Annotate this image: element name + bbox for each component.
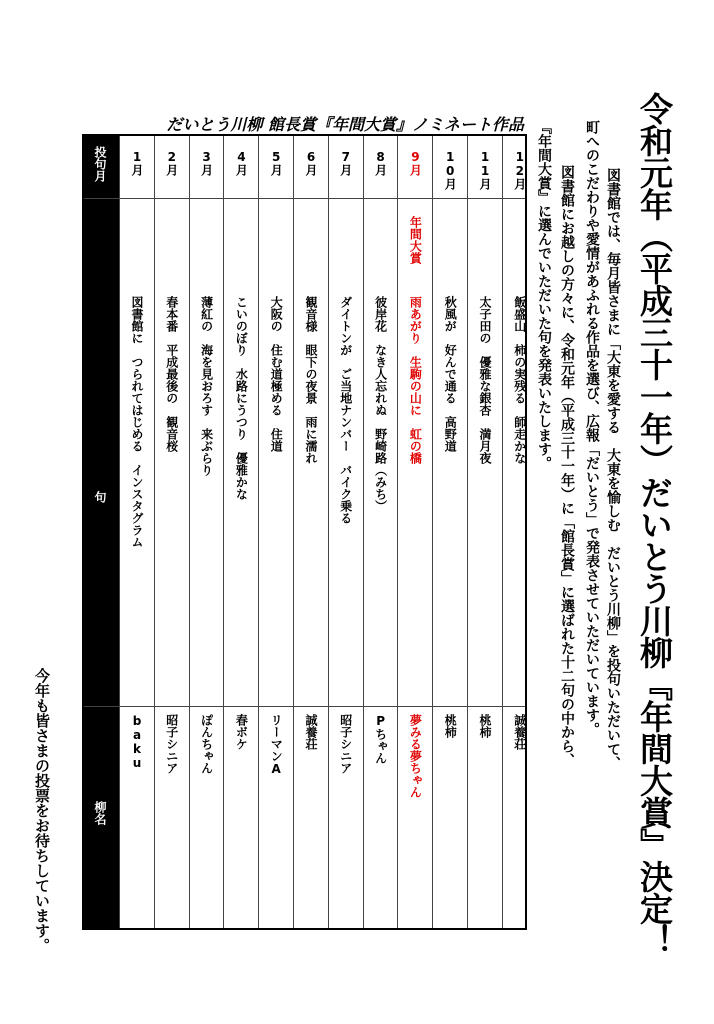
haiku-cell: 図書館に つられてはじめる インスタグラム xyxy=(130,296,144,548)
month-cell: 12月 xyxy=(512,150,527,190)
page-title: 令和元年（平成三十一年）だいとう川柳『年間大賞』決定！ xyxy=(635,92,674,956)
header-month: 投句月 xyxy=(93,146,107,182)
author-cell: 桃柿 xyxy=(443,714,458,738)
author-cell: 誠養荘 xyxy=(304,714,318,750)
header-column xyxy=(84,136,119,928)
table-row xyxy=(502,136,538,928)
intro-line-4: 『年間大賞』に選んでいただいた句を発表いたします。 xyxy=(536,120,552,470)
table-caption: だいとう川柳 館長賞『年間大賞』ノミネート作品 xyxy=(166,115,524,134)
haiku-cell: 太子田の 優雅な銀杏 満月夜 xyxy=(478,296,492,464)
month-cell: 4月 xyxy=(234,150,249,176)
haiku-cell: 雨あがり 生駒の山に 虹の橋 xyxy=(408,296,423,464)
author-cell: 春ボケ xyxy=(234,714,249,750)
haiku-cell: 観音様 眼下の夜景 雨に濡れ xyxy=(304,296,318,464)
month-cell: 1月 xyxy=(130,150,144,176)
month-cell: 3月 xyxy=(199,150,214,176)
table-row xyxy=(467,136,503,928)
intro-line-2: 町へのこだわりや愛情があふれる作品を選び、広報「だいとう」で発表させていただいています。 xyxy=(584,120,600,736)
header-author: 柳名 xyxy=(93,801,107,825)
table-row xyxy=(154,136,190,928)
haiku-cell: 薄紅の 海を見おろす 来ぶらり xyxy=(199,296,214,476)
table-row xyxy=(223,136,259,928)
month-cell: 9月 xyxy=(408,150,423,176)
haiku-cell: こいのぼり 水路にうつり 優雅かな xyxy=(234,296,249,500)
month-cell: 5月 xyxy=(269,150,284,176)
header-haiku: 句 xyxy=(93,491,107,503)
table-row xyxy=(189,136,225,928)
author-cell: 誠養荘 xyxy=(512,714,527,750)
haiku-cell: 彼岸花 なき人忘れぬ 野崎路（みち） xyxy=(373,296,388,512)
footer-message: 今年も皆さまの投票をお待ちしています。 xyxy=(33,668,51,953)
month-cell: 11月 xyxy=(478,150,492,190)
author-cell: Pちゃん xyxy=(373,714,388,764)
table-row xyxy=(363,136,399,928)
haiku-cell: 秋風が 好んで通る 高野道 xyxy=(443,296,458,452)
author-cell: baku xyxy=(130,714,144,770)
author-cell: ぽんちゃん xyxy=(199,714,214,774)
month-cell: 10月 xyxy=(443,150,458,190)
haiku-cell: ダイトンが ご当地ナンバー バイク乗る xyxy=(338,296,353,524)
author-cell: 昭子シニア xyxy=(164,714,179,774)
month-cell: 2月 xyxy=(164,150,179,176)
author-cell: 昭子シニア xyxy=(338,714,353,774)
haiku-cell: 春本番 平成最後の 観音桜 xyxy=(164,296,179,452)
author-cell: リーマンA xyxy=(269,714,284,776)
table-row xyxy=(258,136,294,928)
table-row xyxy=(328,136,364,928)
intro-line-1: 図書館では、毎月皆さまに「大東を愛する 大東を愉しむ だいとう川柳」を投句いただいて、 xyxy=(605,168,621,770)
author-cell: 桃柿 xyxy=(478,714,492,738)
table-row xyxy=(397,136,433,928)
month-cell: 8月 xyxy=(373,150,388,176)
month-cell: 6月 xyxy=(304,150,318,176)
award-badge: 年間大賞 xyxy=(408,216,423,264)
month-cell: 7月 xyxy=(338,150,353,176)
author-cell: 夢みる夢ちゃん xyxy=(408,714,423,798)
table-row xyxy=(119,136,155,928)
intro-line-3: 図書館にお越しの方々に、令和元年（平成三十一年）に「館長賞」に選ばれた十二句の中から、 xyxy=(559,165,575,767)
table-row xyxy=(432,136,468,928)
haiku-cell: 大阪の 住む道極める 住道 xyxy=(269,296,284,452)
haiku-cell: 飯盛山 柿の実残る 師走かな xyxy=(512,296,527,464)
nominee-table xyxy=(82,134,527,930)
table-row xyxy=(293,136,329,928)
